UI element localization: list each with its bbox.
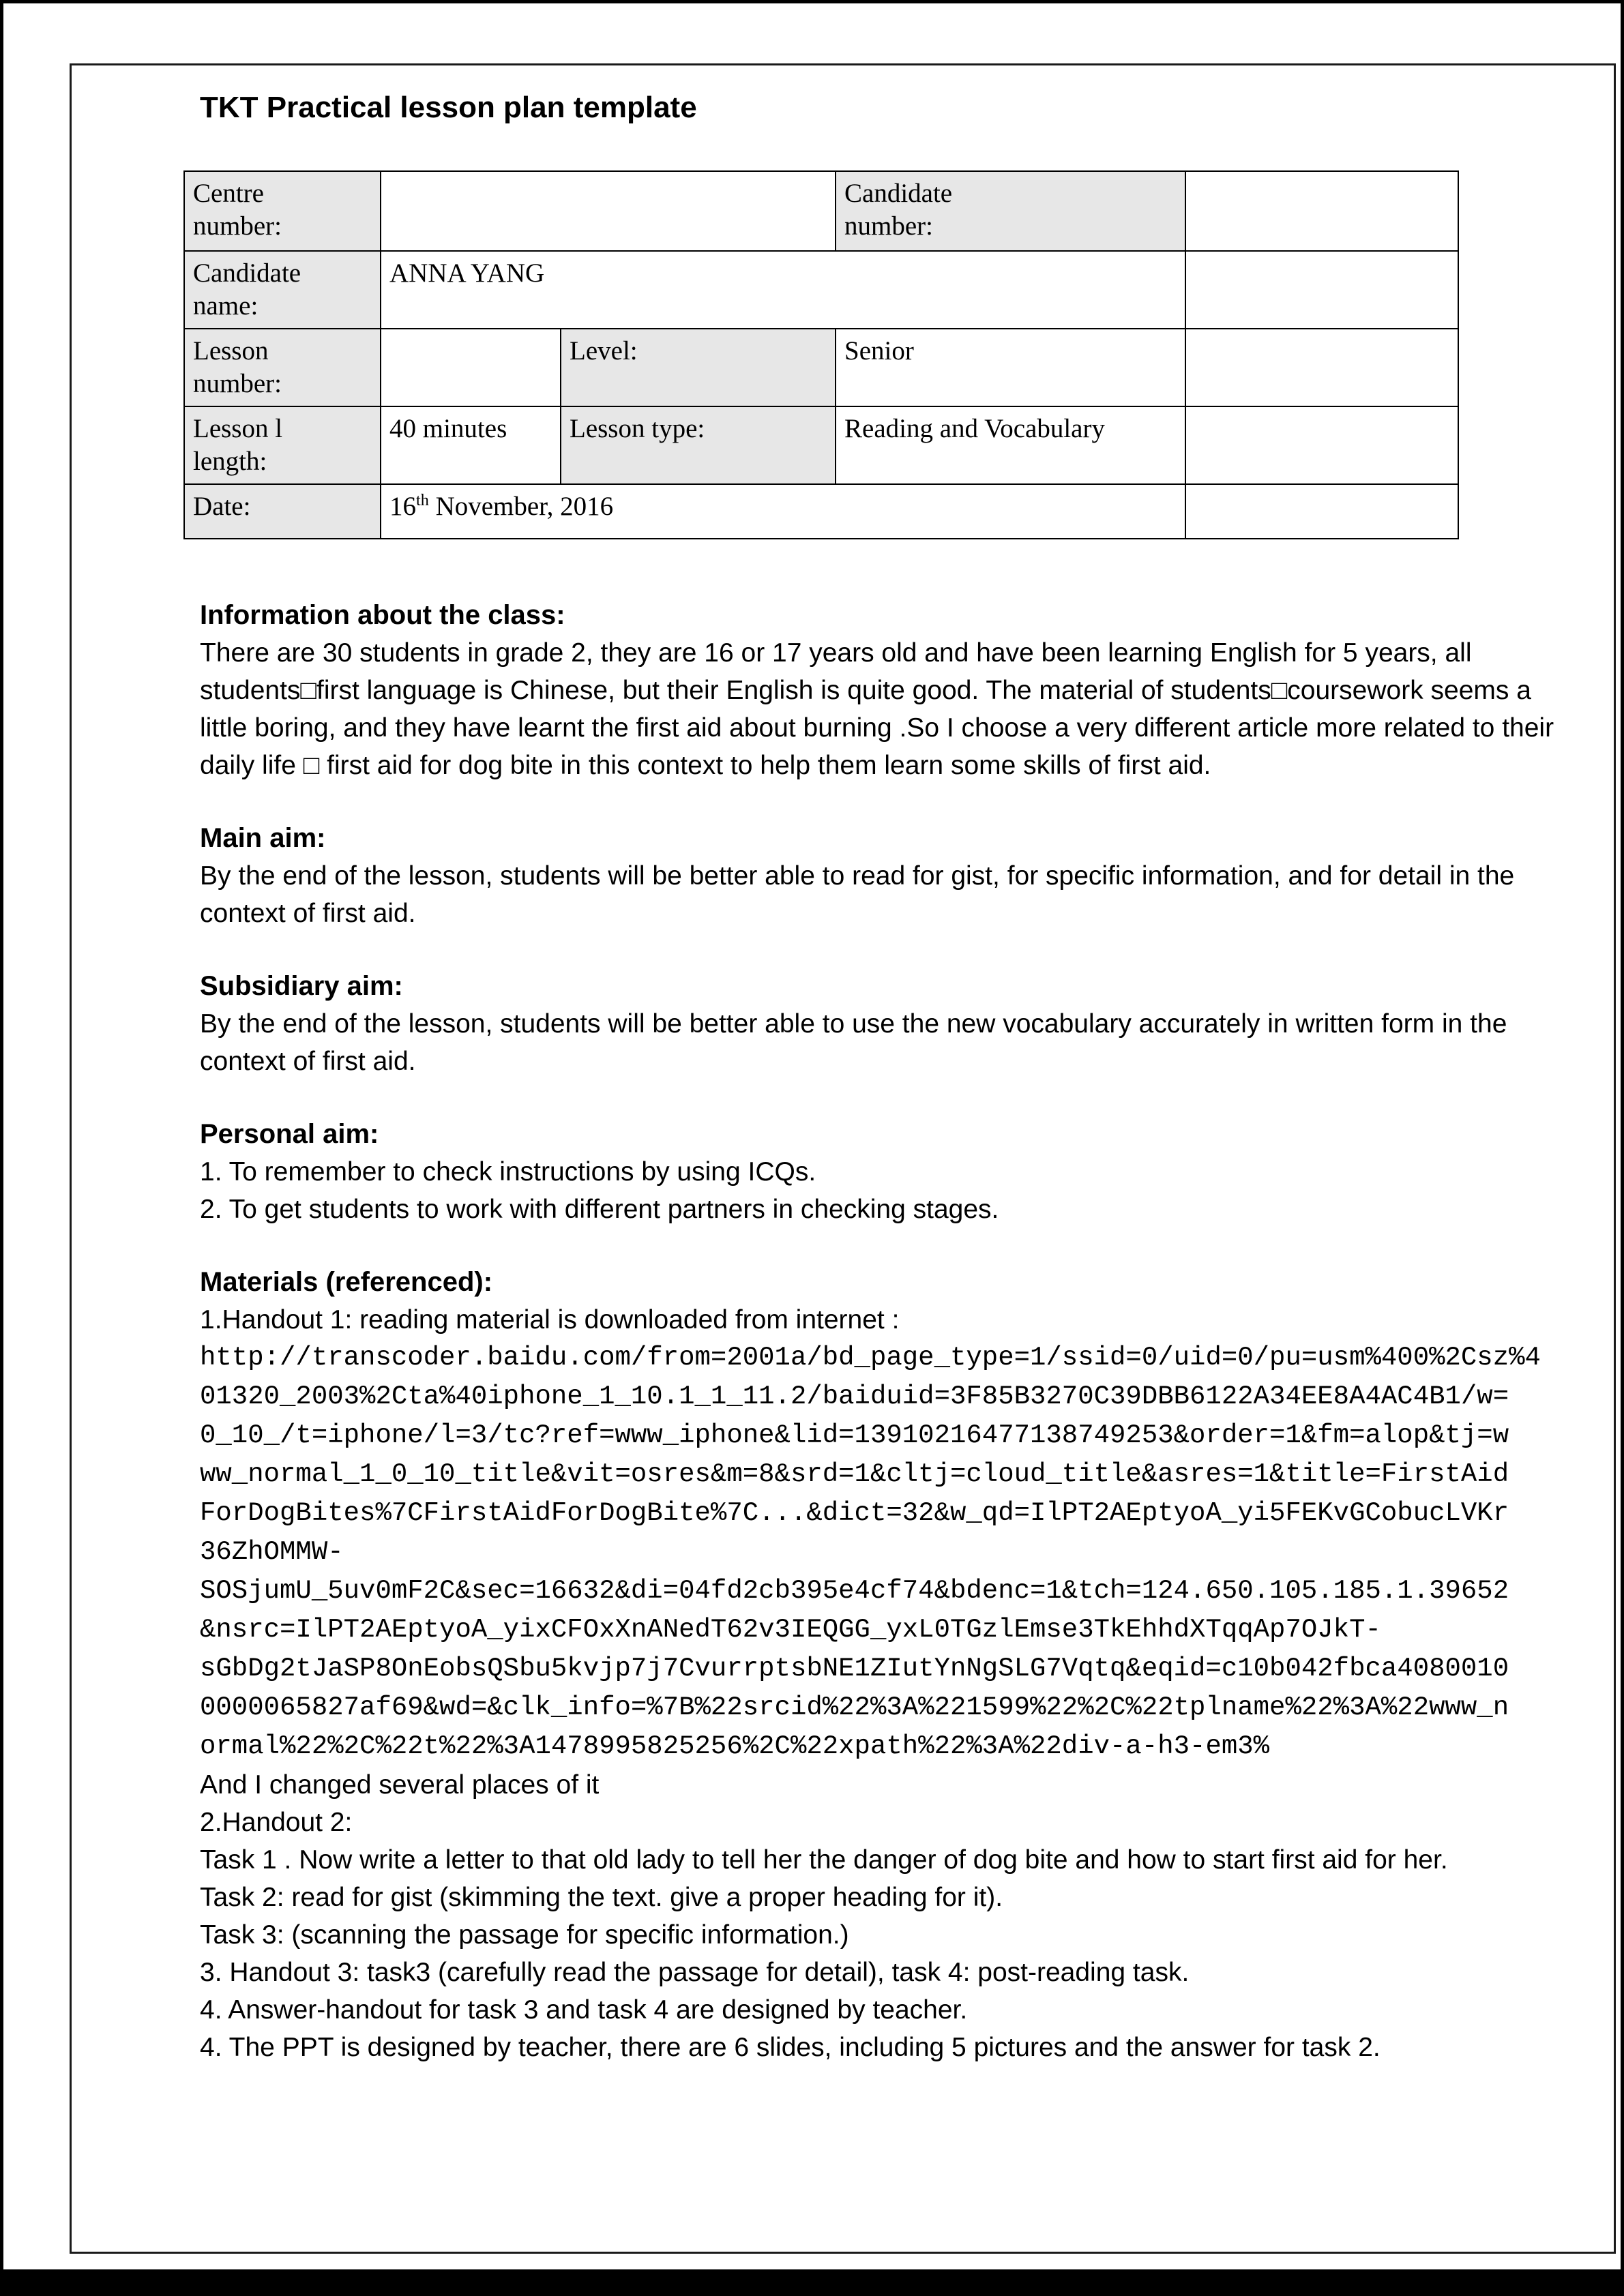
url-line: sGbDg2tJaSP8OnEobsQSbu5kvjp7j7CvurrptsbNE1ZIutYnNgSLG7Vqtq&eqid=c10b042fbca4080010 bbox=[200, 1654, 1509, 1684]
date-day: 16 bbox=[389, 492, 416, 521]
table-row-candidate-name bbox=[184, 251, 1458, 329]
materials-task3: Task 3: (scanning the passage for specific information.) bbox=[200, 1920, 849, 1950]
page-border-frame bbox=[70, 63, 1616, 2254]
materials-handout2: 2.Handout 2: bbox=[200, 1808, 353, 1837]
empty-cell bbox=[1185, 484, 1458, 539]
section-class-info bbox=[200, 597, 1576, 784]
url-line: &nsrc=IlPT2AEptyoA_yixCFOxXnANedT62v3IEQGG_yxL0TGzlEmse3TkEhhdXTqqAp7OJkT- bbox=[200, 1615, 1381, 1645]
date-value-cell bbox=[381, 484, 1185, 539]
section-body-subsidiary-aim: By the end of the lesson, students will be better able to use the new vocabulary accurately in written form in the context of first aid. bbox=[200, 1009, 1507, 1076]
date-label: Date: bbox=[184, 484, 381, 539]
section-heading-class-info: Information about the class: bbox=[200, 600, 565, 630]
lesson-number-value-cell bbox=[381, 329, 561, 406]
candidate-number-value-cell bbox=[1185, 171, 1458, 251]
centre-number-label: Centre number: bbox=[184, 171, 381, 251]
url-line: ForDogBites%7CFirstAidForDogBite%7C...&dict=32&w_qd=IlPT2AEptyoA_yi5FEKvGCobucLVKr bbox=[200, 1498, 1509, 1528]
lesson-type-label: Lesson type: bbox=[561, 406, 836, 484]
section-materials bbox=[200, 1264, 1576, 2066]
empty-cell bbox=[1185, 329, 1458, 406]
table-row-lesson-number bbox=[184, 329, 1458, 406]
section-heading-subsidiary-aim: Subsidiary aim: bbox=[200, 971, 403, 1001]
section-heading-materials: Materials (referenced): bbox=[200, 1267, 493, 1297]
url-line: ormal%22%2C%22t%22%3A1478995825256%2C%22xpath%22%3A%22div-a-h3-em3% bbox=[200, 1731, 1270, 1761]
lesson-info-table bbox=[183, 170, 1459, 539]
table-row-centre-number bbox=[184, 171, 1458, 251]
section-personal-aim bbox=[200, 1116, 1576, 1228]
section-heading-main-aim: Main aim: bbox=[200, 823, 326, 853]
materials-ppt: 4. The PPT is designed by teacher, there are 6 slides, including 5 pictures and the answer for task 2. bbox=[200, 2033, 1381, 2062]
candidate-name-value-cell: ANNA YANG bbox=[381, 251, 1185, 329]
materials-intro: 1.Handout 1: reading material is downloaded from internet : bbox=[200, 1305, 900, 1335]
materials-task2: Task 2: read for gist (skimming the text. give a proper heading for it). bbox=[200, 1883, 1003, 1912]
lesson-type-value-cell: Reading and Vocabulary bbox=[836, 406, 1185, 484]
section-heading-personal-aim: Personal aim: bbox=[200, 1119, 379, 1149]
materials-handout3: 3. Handout 3: task3 (carefully read the passage for detail), task 4: post-reading task. bbox=[200, 1958, 1190, 1987]
url-line: ww_normal_1_0_10_title&vit=osres&m=8&srd=1&cltj=cloud_title&asres=1&title=FirstAid bbox=[200, 1459, 1509, 1489]
empty-cell bbox=[1185, 251, 1458, 329]
lesson-length-label: Lesson l length: bbox=[184, 406, 381, 484]
lesson-length-value-cell: 40 minutes bbox=[381, 406, 561, 484]
url-line: SOSjumU_5uv0mF2C&sec=16632&di=04fd2cb395e4cf74&bdenc=1&tch=124.650.105.185.1.39652 bbox=[200, 1576, 1509, 1606]
table-row-date bbox=[184, 484, 1458, 539]
section-body-main-aim: By the end of the lesson, students will be better able to read for gist, for specific information, and for detail in the context of first aid. bbox=[200, 861, 1515, 928]
date-ordinal-suffix: th bbox=[416, 491, 429, 509]
materials-answer-handout: 4. Answer-handout for task 3 and task 4 are designed by teacher. bbox=[200, 1995, 968, 2025]
candidate-number-label: Candidate number: bbox=[836, 171, 1185, 251]
table-row-lesson-length bbox=[184, 406, 1458, 484]
candidate-name-label: Candidate name: bbox=[184, 251, 381, 329]
personal-aim-item: 1. To remember to check instructions by using ICQs. bbox=[200, 1157, 816, 1187]
date-rest: November, 2016 bbox=[428, 492, 614, 521]
materials-task1: Task 1 . Now write a letter to that old lady to tell her the danger of dog bite and how to start first aid for her. bbox=[200, 1845, 1448, 1875]
url-line: 0000065827af69&wd=&clk_info=%7B%22srcid%22%3A%221599%22%2C%22tplname%22%3A%22www_n bbox=[200, 1693, 1509, 1723]
document-title: TKT Practical lesson plan template bbox=[200, 91, 697, 124]
empty-cell bbox=[1185, 406, 1458, 484]
level-label: Level: bbox=[561, 329, 836, 406]
url-line: 01320_2003%2Cta%40iphone_1_10.1_1_11.2/baiduid=3F85B3270C39DBB6122A34EE8A4AC4B1/w= bbox=[200, 1382, 1509, 1412]
url-line: 36ZhOMMW- bbox=[200, 1537, 344, 1567]
url-line: http://transcoder.baidu.com/from=2001a/bd_page_type=1/ssid=0/uid=0/pu=usm%400%2Csz%4 bbox=[200, 1343, 1541, 1373]
centre-number-value-cell bbox=[381, 171, 836, 251]
section-body-class-info: There are 30 students in grade 2, they are 16 or 17 years old and have been learning English for 5 years, all students□first language is Chinese, but their English is quite good. The material of students□coursework seems a little boring, and they have learnt the first aid about burning .So I choose a very different article more related to their daily life □ first aid for dog bite in this context to help them learn some skills of first aid. bbox=[200, 638, 1554, 780]
reading-material-url bbox=[200, 1339, 1576, 1766]
materials-note: And I changed several places of it bbox=[200, 1770, 600, 1800]
lesson-number-label: Lesson number: bbox=[184, 329, 381, 406]
level-value-cell: Senior bbox=[836, 329, 1185, 406]
personal-aim-item: 2. To get students to work with different partners in checking stages. bbox=[200, 1195, 999, 1224]
document-content bbox=[72, 65, 1614, 2066]
section-main-aim bbox=[200, 820, 1576, 932]
section-subsidiary-aim bbox=[200, 968, 1576, 1080]
url-line: 0_10_/t=iphone/l=3/tc?ref=www_iphone&lid=13910216477138749253&order=1&fm=alop&tj=w bbox=[200, 1420, 1509, 1450]
bottom-border-bar bbox=[3, 2269, 1621, 2293]
